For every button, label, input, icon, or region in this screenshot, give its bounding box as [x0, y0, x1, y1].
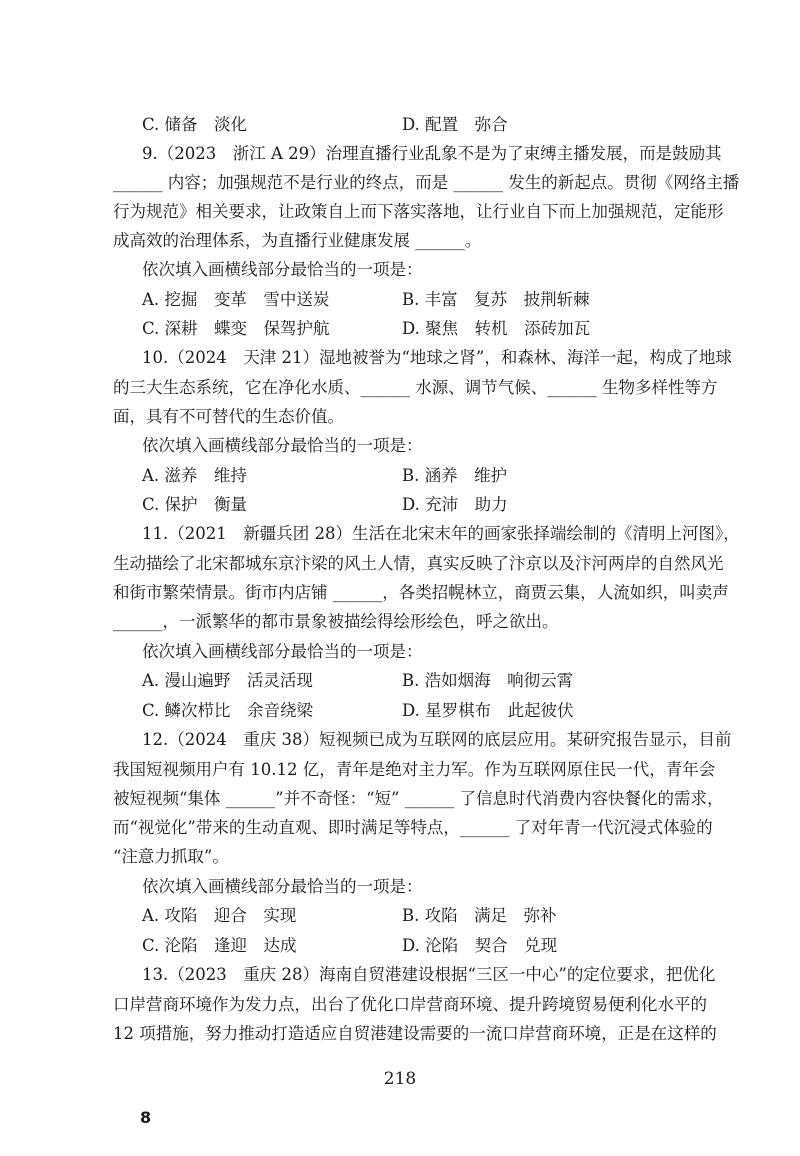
option-c: C. 储备 淡化	[142, 115, 248, 134]
option-c: C. 保护 衡量	[142, 495, 248, 514]
q11-stem-line2: 生动描绘了北宋都城东京汴梁的风土人情，真实反映了汴京以及汴河两岸的自然风光	[113, 554, 724, 573]
option-b: B. 丰富 复苏 披荆斩棘	[402, 290, 590, 309]
page-number: 218	[383, 1069, 417, 1089]
q9-stem-line2: ______ 内容；加强规范不是行业的终点，而是 ______ 发生的新起点。贯彻《网络主播	[113, 173, 740, 192]
corner-mark: 8	[140, 1108, 152, 1127]
q12-stem-line3: 被短视频“集体 ______”并不奇怪：“短” ______ 了信息时代消费内容快餐化的需求，	[113, 789, 724, 808]
option-b: B. 涵养 维护	[402, 466, 508, 485]
q10-stem-line3: 面，具有不可替代的生态价值。	[113, 407, 344, 426]
option-a: A. 攻陷 迎合 实现	[142, 906, 297, 925]
option-d: D. 充沛 助力	[402, 495, 508, 514]
q10-options-cd	[0, 494, 800, 516]
option-d: D. 沦陷 契合 兑现	[402, 936, 558, 955]
q11-stem-line3: 和街市繁荣情景。街市内店铺 ______，各类招幌林立，商贾云集，人流如织，叫卖声	[113, 583, 729, 602]
option-c: C. 深耕 蝶变 保驾护航	[142, 319, 330, 338]
q11-options-ab	[0, 670, 800, 692]
q10-instruction: 依次填入画横线部分最恰当的一项是：	[142, 436, 423, 455]
q11-instruction: 依次填入画横线部分最恰当的一项是：	[142, 642, 423, 661]
q11-options-cd	[0, 700, 800, 722]
option-d: D. 配置 弥合	[402, 115, 508, 134]
q13-stem-line2: 口岸营商环境作为发力点，出台了优化口岸营商环境、提升跨境贸易便利化水平的	[113, 995, 707, 1014]
q12-options-ab	[0, 905, 800, 927]
q13-stem-line3: 12 项措施，努力推动打造适应自贸港建设需要的一流口岸营商环境，正是在这样的	[113, 1024, 717, 1043]
q9-stem-line4: 成高效的治理体系，为直播行业健康发展 ______。	[113, 231, 482, 250]
option-c: C. 鳞次栉比 余音绕梁	[142, 701, 314, 720]
q11-stem-line1: 11.（2021 新疆兵团 28）生活在北宋末年的画家张择端绘制的《清明上河图》，	[142, 524, 740, 543]
option-c: C. 沦陷 逢迎 达成	[142, 936, 297, 955]
q9-stem-line1: 9.（2023 浙江 A 29）治理直播行业乱象不是为了束缚主播发展，而是鼓励其	[142, 144, 722, 163]
q10-options-ab	[0, 465, 800, 487]
q10-stem-line1: 10.（2024 天津 21）湿地被誉为“地球之肾”，和森林、海洋一起，构成了地球	[142, 348, 732, 367]
option-d: D. 聚焦 转机 添砖加瓦	[402, 319, 591, 338]
q12-instruction: 依次填入画横线部分最恰当的一项是：	[142, 877, 423, 896]
q9-options-ab	[0, 289, 800, 311]
q12-options-cd	[0, 935, 800, 957]
q12-stem-line1: 12.（2024 重庆 38）短视频已成为互联网的底层应用。某研究报告显示，目前	[142, 730, 732, 749]
q12-stem-line4: 而“视觉化”带来的生动直观、即时满足等特点，______ 了对年青一代沉浸式体验的	[113, 818, 713, 837]
option-a: A. 挖掘 变革 雪中送炭	[142, 290, 330, 309]
q11-stem-line4: ______，一派繁华的都市景象被描绘得绘形绘色，呼之欲出。	[113, 612, 559, 631]
option-d: D. 星罗棋布 此起彼伏	[402, 701, 574, 720]
q8-options-cd	[0, 114, 800, 136]
q9-instruction: 依次填入画横线部分最恰当的一项是：	[142, 260, 423, 279]
option-a: A. 漫山遍野 活灵活现	[142, 671, 313, 690]
option-a: A. 滋养 维持	[142, 466, 247, 485]
q10-stem-line2: 的三大生态系统，它在净化水质、______ 水源、调节气候、______ 生物多样性等方	[113, 378, 718, 397]
q9-stem-line3: 行为规范》相关要求，让政策自上而下落实落地，让行业自下而上加强规范，定能形	[113, 202, 724, 221]
q13-stem-line1: 13.（2023 重庆 28）海南自贸港建设根据“三区一中心”的定位要求，把优化	[142, 965, 716, 984]
q12-stem-line5: “注意力抓取”。	[113, 847, 229, 866]
option-b: B. 攻陷 满足 弥补	[402, 906, 557, 925]
q9-options-cd	[0, 318, 800, 340]
option-b: B. 浩如烟海 响彻云霄	[402, 671, 574, 690]
q12-stem-line2: 我国短视频用户有 10.12 亿，青年是绝对主力军。作为互联网原住民一代，青年会	[113, 760, 716, 779]
